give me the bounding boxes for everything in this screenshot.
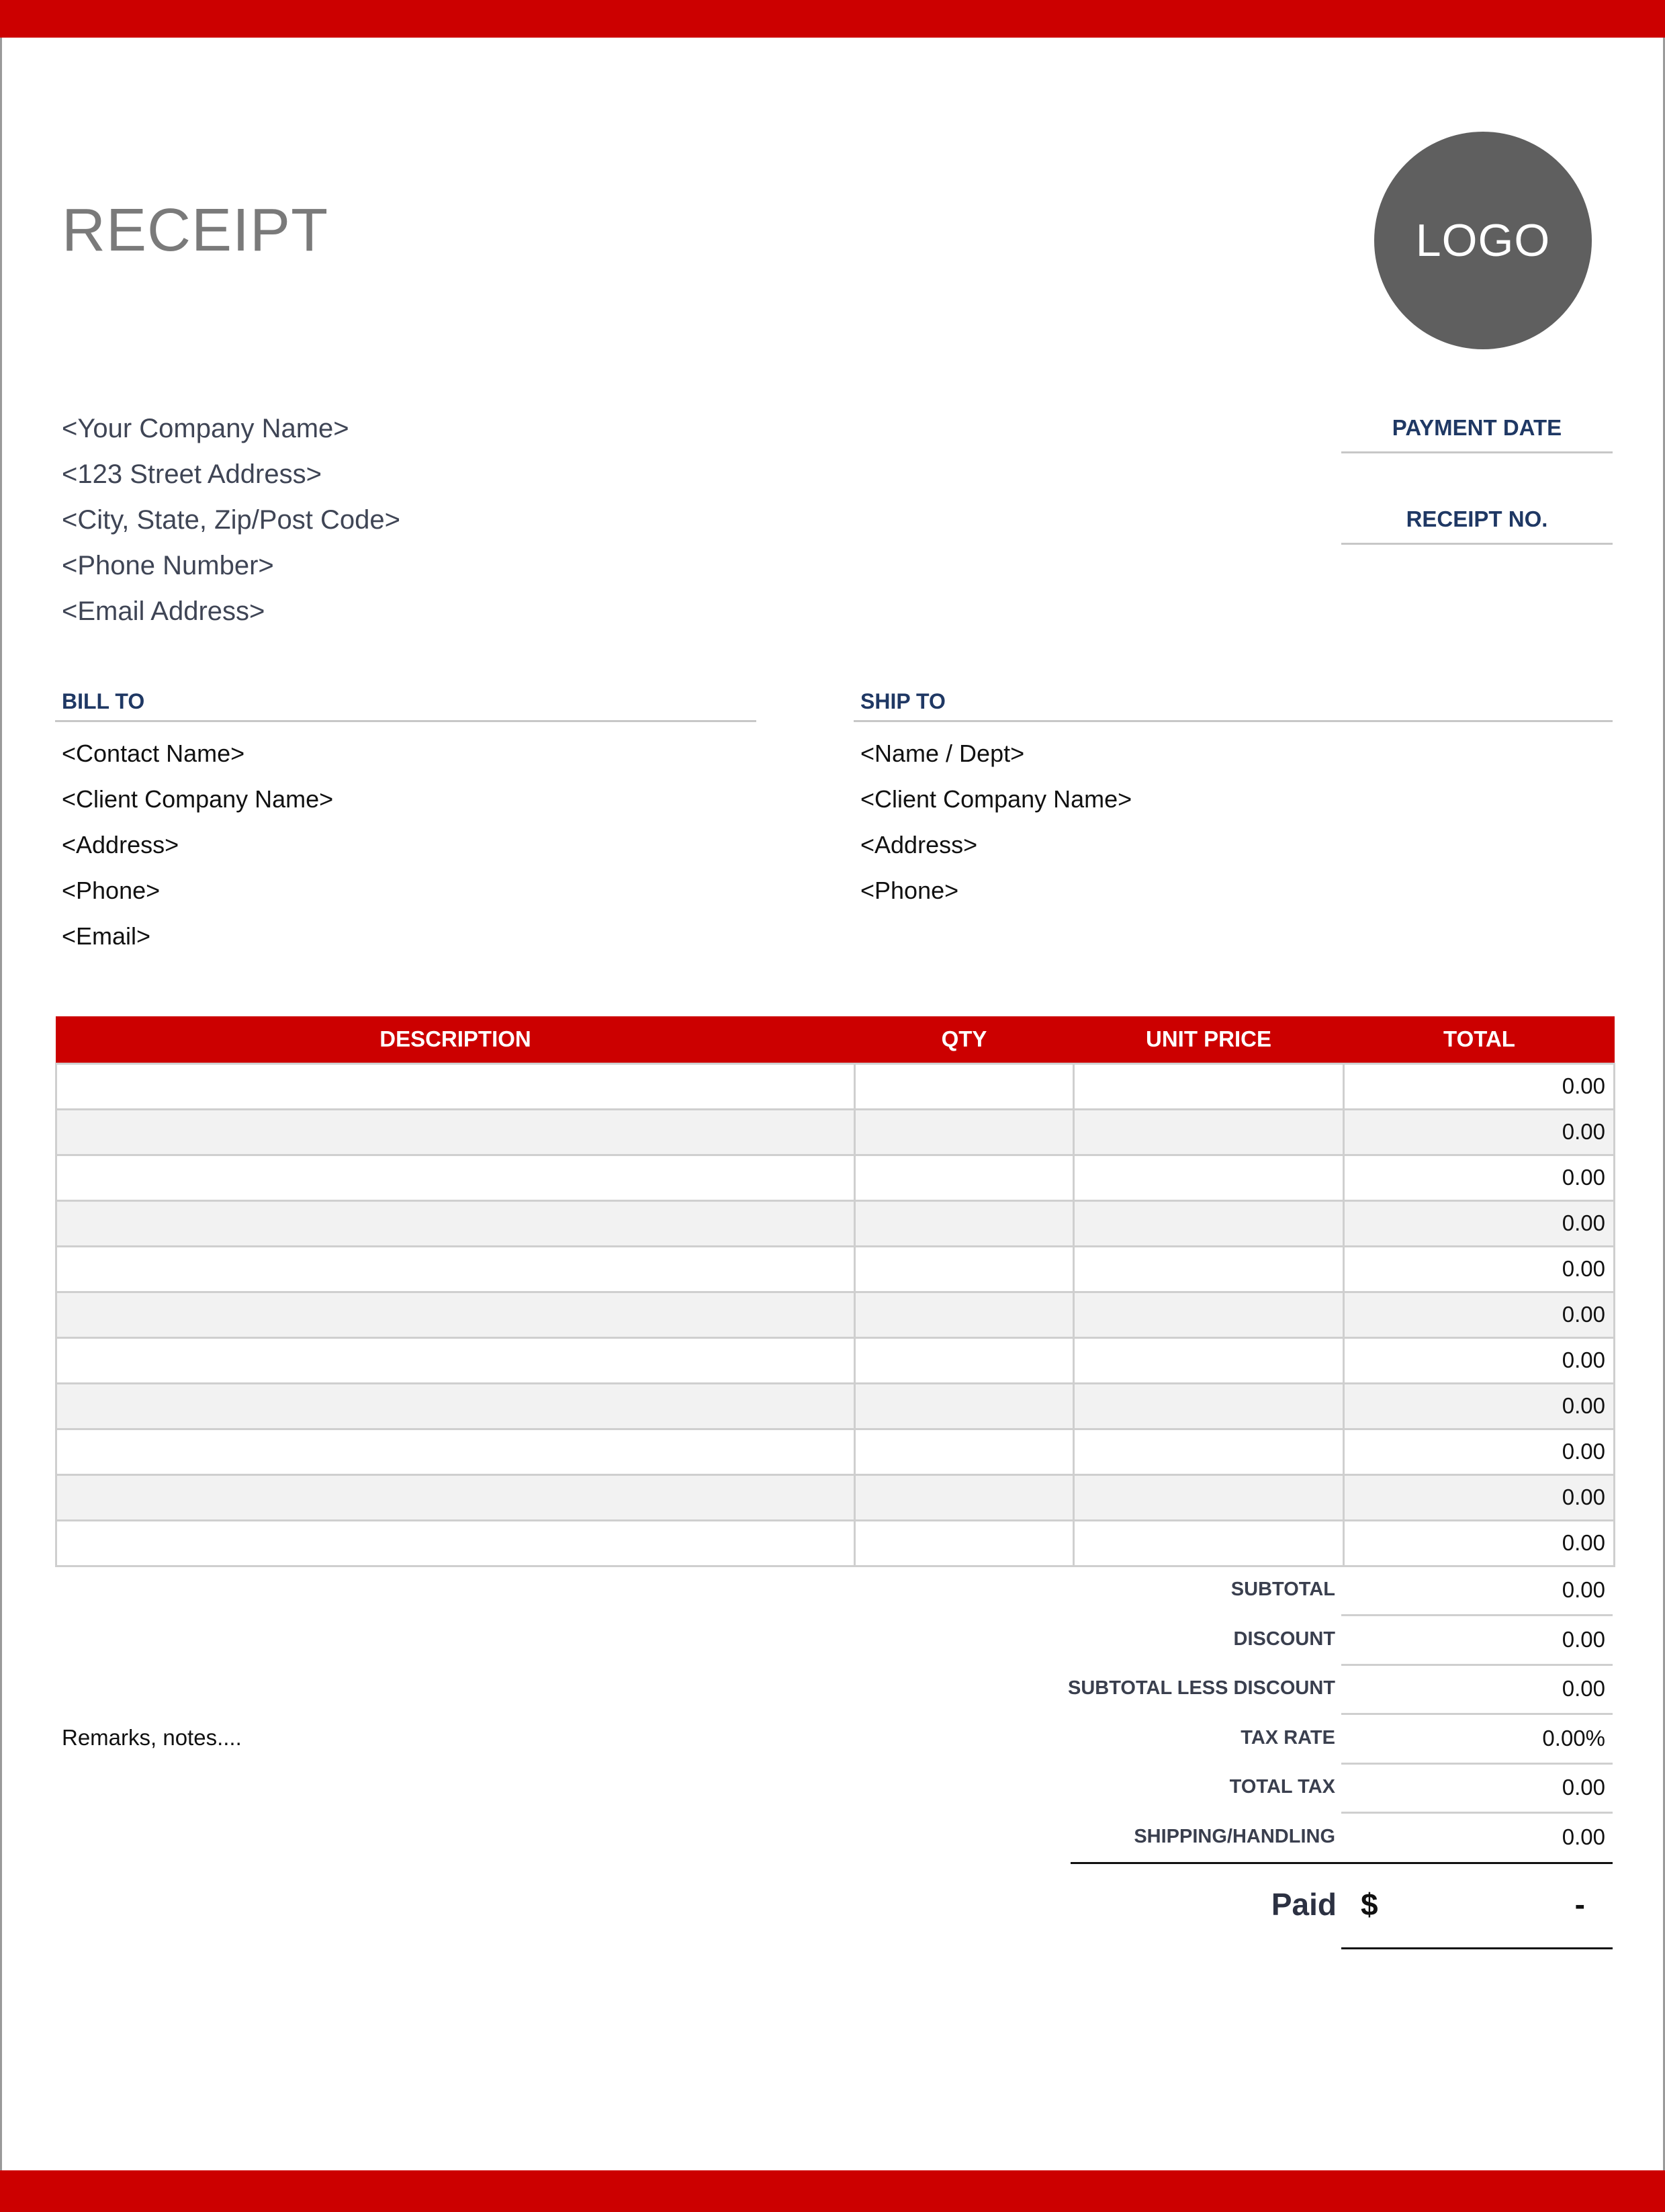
total-cell: 0.00 bbox=[1344, 1063, 1615, 1109]
table-row bbox=[56, 1429, 1615, 1474]
table-row bbox=[56, 1474, 1615, 1520]
unit-price-cell[interactable] bbox=[1074, 1063, 1344, 1109]
ship-to-heading: SHIP TO bbox=[860, 689, 946, 713]
paid-top-rule bbox=[1071, 1862, 1613, 1864]
total-tax-label: TOTAL TAX bbox=[1229, 1776, 1335, 1798]
items-header-row bbox=[56, 1016, 1615, 1063]
qty-cell[interactable] bbox=[855, 1383, 1074, 1429]
bill-to-line: <Contact Name> bbox=[62, 740, 245, 767]
ship-to-line: <Phone> bbox=[860, 877, 959, 904]
total-cell: 0.00 bbox=[1344, 1383, 1615, 1429]
ship-to-line: <Client Company Name> bbox=[860, 785, 1132, 813]
qty-cell[interactable] bbox=[855, 1337, 1074, 1383]
description-cell[interactable] bbox=[56, 1155, 855, 1200]
subtotal-value: 0.00 bbox=[1562, 1577, 1605, 1602]
total-cell: 0.00 bbox=[1344, 1520, 1615, 1566]
document-title: RECEIPT bbox=[62, 197, 329, 264]
payment-date-label: PAYMENT DATE bbox=[1392, 415, 1562, 440]
ship-to-divider bbox=[854, 720, 1613, 722]
bill-to-line: <Email> bbox=[62, 922, 151, 950]
ship-to-line: <Name / Dept> bbox=[860, 740, 1025, 767]
subtotal-less-discount-divider bbox=[1341, 1713, 1613, 1715]
total-cell: 0.00 bbox=[1344, 1155, 1615, 1200]
shipping-value[interactable]: 0.00 bbox=[1562, 1824, 1605, 1849]
ship-to-line: <Address> bbox=[860, 831, 978, 858]
company-city: <City, State, Zip/Post Code> bbox=[62, 505, 400, 535]
bill-to-address bbox=[62, 731, 333, 959]
company-name: <Your Company Name> bbox=[62, 414, 349, 443]
receipt-no-field[interactable] bbox=[1341, 543, 1613, 545]
payment-date-field[interactable] bbox=[1341, 451, 1613, 453]
logo-text: LOGO bbox=[1415, 215, 1551, 266]
total-cell: 0.00 bbox=[1344, 1337, 1615, 1383]
unit-price-cell[interactable] bbox=[1074, 1429, 1344, 1474]
tax-rate-divider bbox=[1341, 1763, 1613, 1765]
table-row bbox=[56, 1063, 1615, 1109]
subtotal-divider bbox=[1341, 1614, 1613, 1616]
unit-price-cell[interactable] bbox=[1074, 1474, 1344, 1520]
total-cell: 0.00 bbox=[1344, 1474, 1615, 1520]
company-info bbox=[62, 406, 400, 634]
discount-label: DISCOUNT bbox=[1233, 1628, 1335, 1650]
column-header-total: TOTAL bbox=[1344, 1016, 1615, 1063]
bill-to-line: <Address> bbox=[62, 831, 179, 858]
bill-to-line: <Client Company Name> bbox=[62, 785, 334, 813]
qty-cell[interactable] bbox=[855, 1429, 1074, 1474]
unit-price-cell[interactable] bbox=[1074, 1337, 1344, 1383]
qty-cell[interactable] bbox=[855, 1520, 1074, 1566]
tax-rate-value[interactable]: 0.00% bbox=[1542, 1726, 1605, 1751]
remarks-text[interactable]: Remarks, notes.... bbox=[62, 1725, 242, 1750]
description-cell[interactable] bbox=[56, 1063, 855, 1109]
unit-price-cell[interactable] bbox=[1074, 1246, 1344, 1292]
table-row bbox=[56, 1200, 1615, 1246]
total-tax-value: 0.00 bbox=[1562, 1775, 1605, 1800]
total-cell: 0.00 bbox=[1344, 1109, 1615, 1155]
total-cell: 0.00 bbox=[1344, 1429, 1615, 1474]
unit-price-cell[interactable] bbox=[1074, 1292, 1344, 1337]
column-header-description: DESCRIPTION bbox=[56, 1016, 855, 1063]
column-header-qty: QTY bbox=[855, 1016, 1074, 1063]
description-cell[interactable] bbox=[56, 1474, 855, 1520]
qty-cell[interactable] bbox=[855, 1474, 1074, 1520]
discount-value[interactable]: 0.00 bbox=[1562, 1627, 1605, 1652]
total-cell: 0.00 bbox=[1344, 1200, 1615, 1246]
paid-currency-symbol: $ bbox=[1361, 1887, 1378, 1922]
description-cell[interactable] bbox=[56, 1429, 855, 1474]
logo-placeholder bbox=[1374, 132, 1592, 349]
receipt-no-label: RECEIPT NO. bbox=[1406, 506, 1548, 531]
qty-cell[interactable] bbox=[855, 1063, 1074, 1109]
items-table bbox=[55, 1016, 1615, 1567]
discount-divider bbox=[1341, 1664, 1613, 1666]
total-cell: 0.00 bbox=[1344, 1292, 1615, 1337]
table-row bbox=[56, 1292, 1615, 1337]
bottom-accent-band bbox=[0, 2170, 1665, 2212]
table-row bbox=[56, 1520, 1615, 1566]
bill-to-heading: BILL TO bbox=[62, 689, 145, 713]
company-email: <Email Address> bbox=[62, 596, 265, 626]
shipping-label: SHIPPING/HANDLING bbox=[1134, 1826, 1335, 1847]
table-row bbox=[56, 1383, 1615, 1429]
qty-cell[interactable] bbox=[855, 1155, 1074, 1200]
column-header-unit-price: UNIT PRICE bbox=[1074, 1016, 1344, 1063]
bill-to-divider bbox=[55, 720, 756, 722]
subtotal-less-discount-label: SUBTOTAL LESS DISCOUNT bbox=[1068, 1677, 1335, 1699]
unit-price-cell[interactable] bbox=[1074, 1109, 1344, 1155]
qty-cell[interactable] bbox=[855, 1109, 1074, 1155]
description-cell[interactable] bbox=[56, 1109, 855, 1155]
description-cell[interactable] bbox=[56, 1292, 855, 1337]
bill-to-line: <Phone> bbox=[62, 877, 161, 904]
description-cell[interactable] bbox=[56, 1520, 855, 1566]
description-cell[interactable] bbox=[56, 1200, 855, 1246]
qty-cell[interactable] bbox=[855, 1292, 1074, 1337]
description-cell[interactable] bbox=[56, 1383, 855, 1429]
qty-cell[interactable] bbox=[855, 1200, 1074, 1246]
description-cell[interactable] bbox=[56, 1337, 855, 1383]
total-tax-divider bbox=[1341, 1812, 1613, 1814]
table-row bbox=[56, 1246, 1615, 1292]
company-phone: <Phone Number> bbox=[62, 551, 274, 580]
unit-price-cell[interactable] bbox=[1074, 1155, 1344, 1200]
unit-price-cell[interactable] bbox=[1074, 1383, 1344, 1429]
description-cell[interactable] bbox=[56, 1246, 855, 1292]
paid-underline bbox=[1341, 1947, 1613, 1949]
subtotal-label: SUBTOTAL bbox=[1230, 1579, 1335, 1600]
total-cell: 0.00 bbox=[1344, 1246, 1615, 1292]
tax-rate-label: TAX RATE bbox=[1241, 1727, 1335, 1749]
company-street: <123 Street Address> bbox=[62, 459, 322, 489]
unit-price-cell[interactable] bbox=[1074, 1520, 1344, 1566]
unit-price-cell[interactable] bbox=[1074, 1200, 1344, 1246]
table-row bbox=[56, 1337, 1615, 1383]
qty-cell[interactable] bbox=[855, 1246, 1074, 1292]
paid-label: Paid bbox=[1271, 1887, 1337, 1922]
table-row bbox=[56, 1155, 1615, 1200]
paid-amount: - bbox=[1574, 1887, 1585, 1922]
table-row bbox=[56, 1109, 1615, 1155]
subtotal-less-discount-value: 0.00 bbox=[1562, 1676, 1605, 1701]
top-accent-band bbox=[0, 0, 1665, 38]
ship-to-address bbox=[860, 731, 1132, 914]
